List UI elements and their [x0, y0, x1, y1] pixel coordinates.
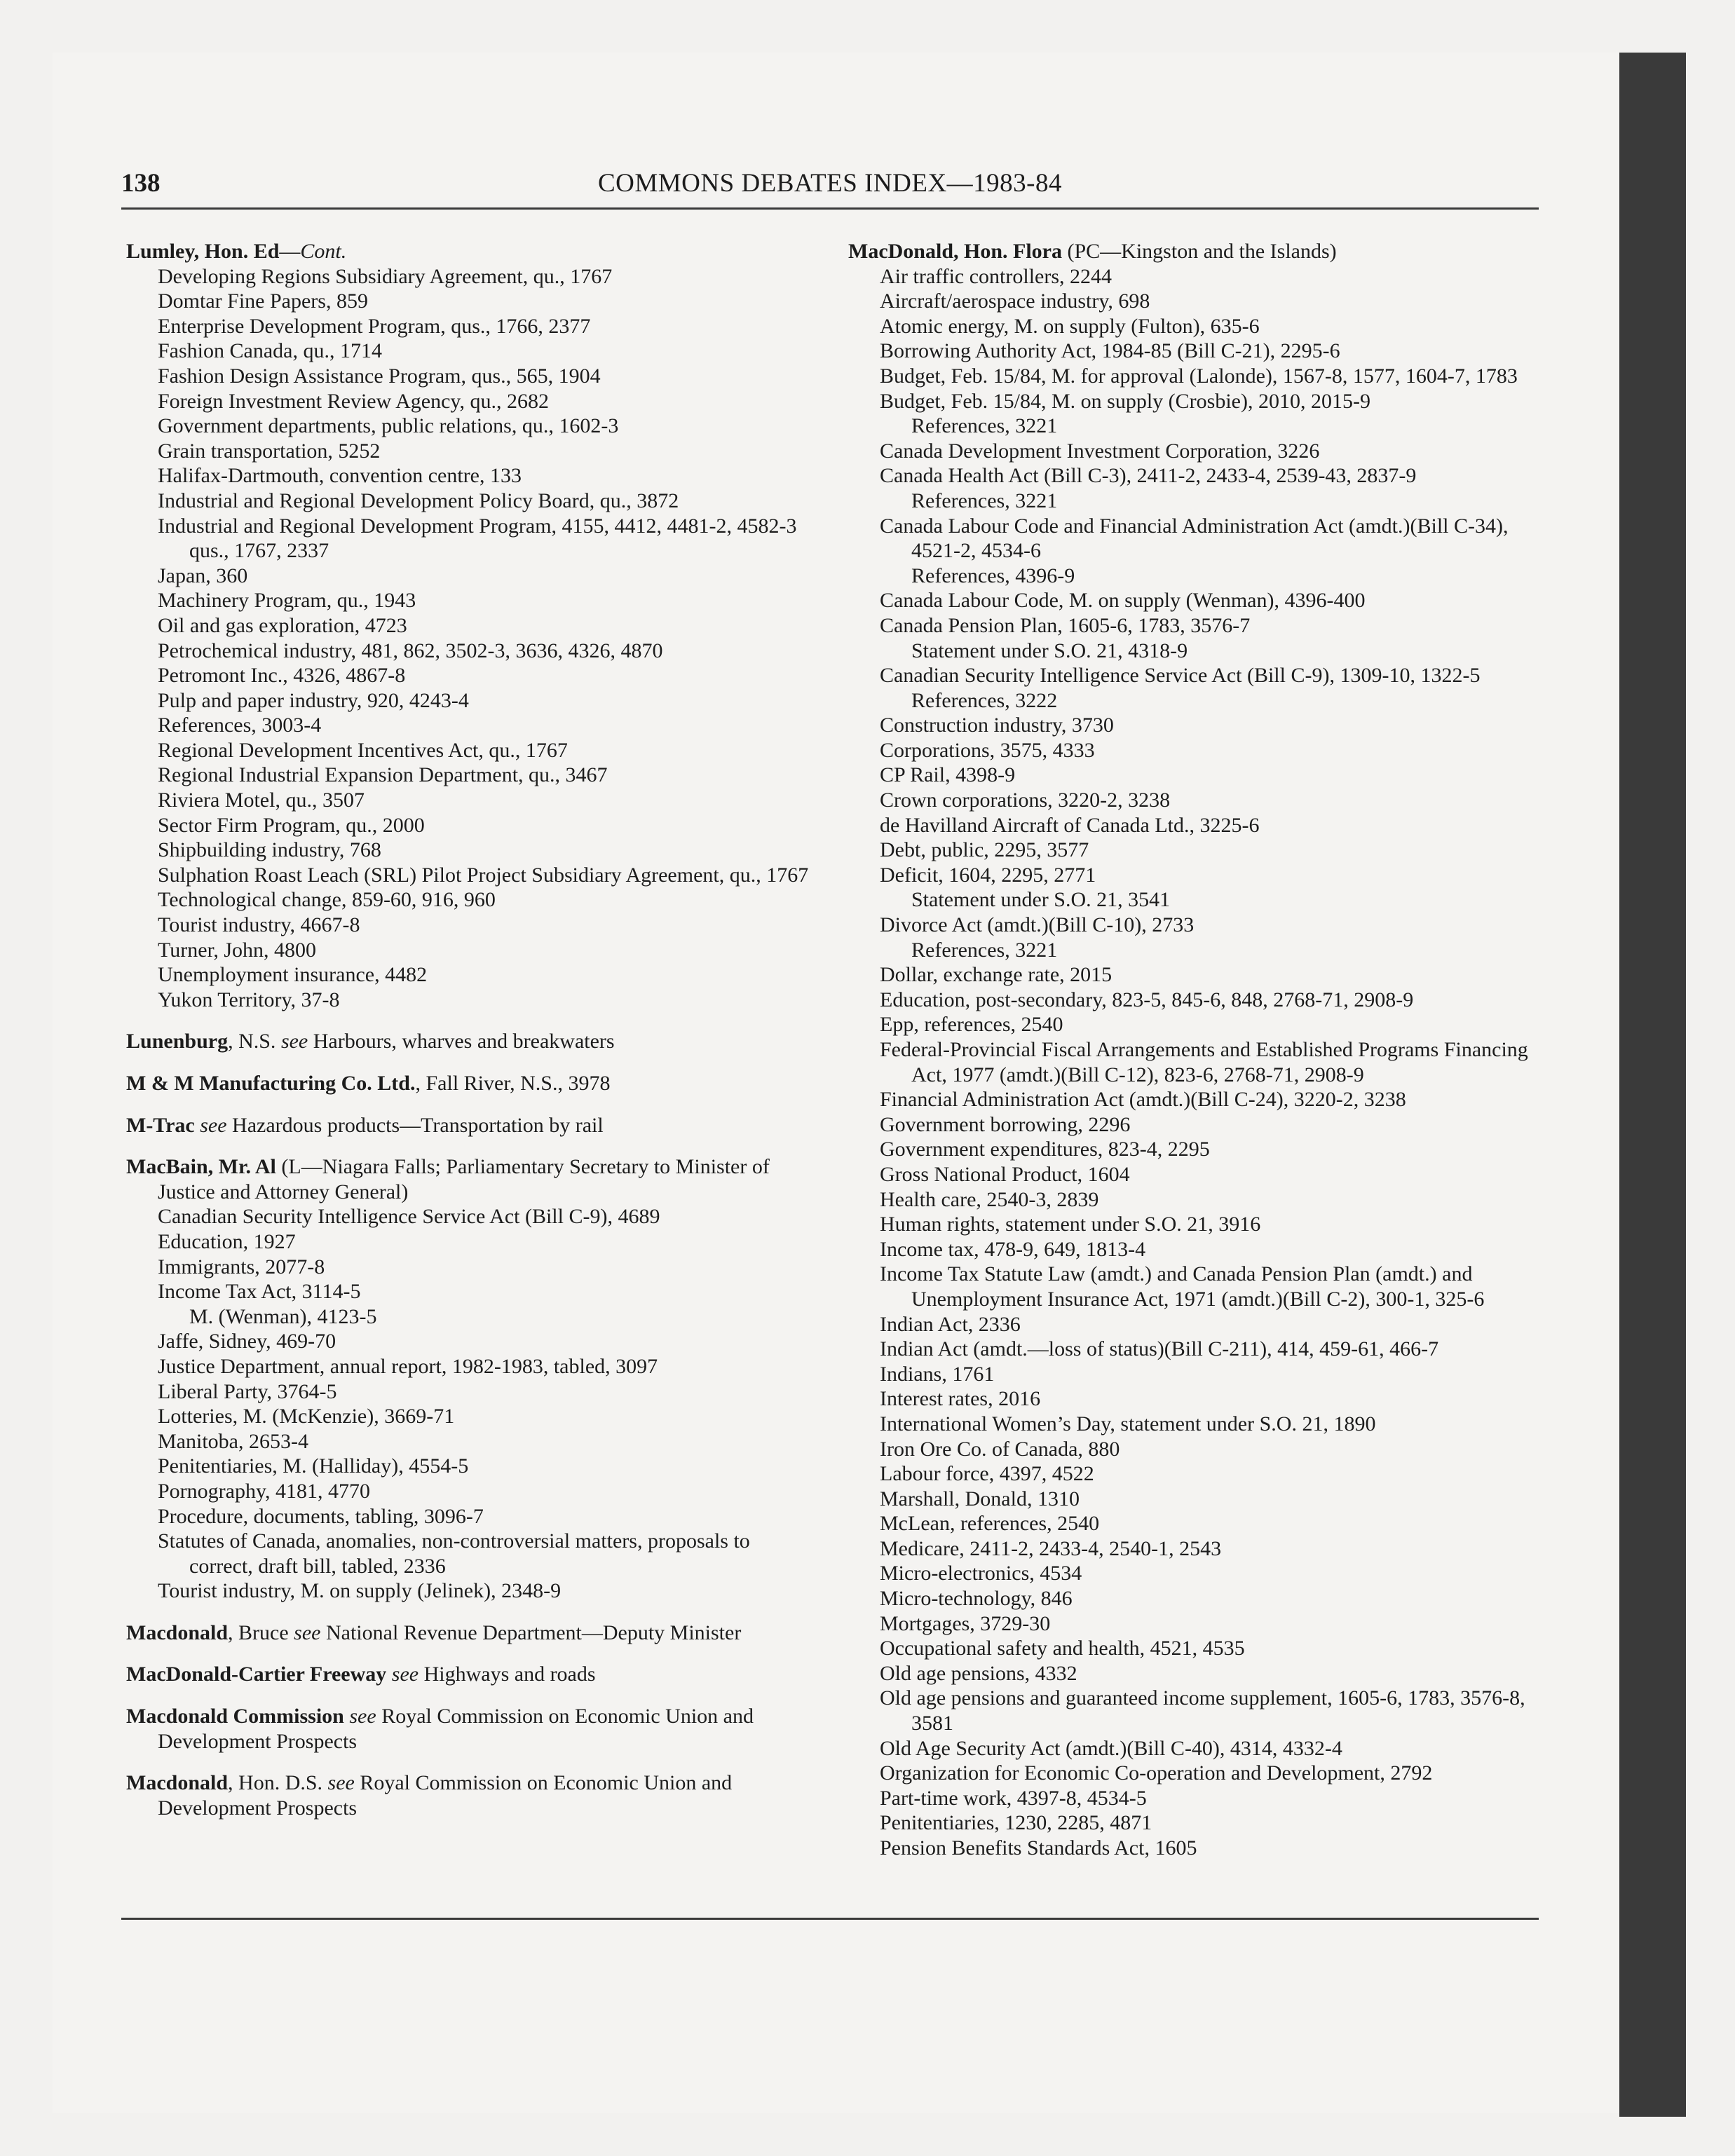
index-subentry: Organization for Economic Co-operation and Development, 2792	[880, 1761, 1433, 1785]
index-subentry: Interest rates, 2016	[880, 1387, 1041, 1411]
index-subentry: Yukon Territory, 37-8	[158, 988, 340, 1011]
index-subentry: Federal-Provincial Fiscal Arrangements and Established Programs Financing Act, 1977 (amdt.)(Bill C-12), 823-6, 2768-71, 2908-9	[880, 1038, 1528, 1086]
index-subentry: Shipbuilding industry, 768	[158, 838, 381, 862]
index-subentry: Canada Pension Plan, 1605-6, 1783, 3576-7	[880, 613, 1251, 637]
index-entry	[126, 1704, 817, 1754]
index-subentry: Halifax-Dartmouth, convention centre, 133	[158, 464, 522, 488]
index-subentry: Part-time work, 4397-8, 4534-5	[880, 1786, 1147, 1810]
index-subentry: Machinery Program, qu., 1943	[158, 589, 416, 613]
index-entry	[126, 1071, 817, 1096]
index-subentry: Lotteries, M. (McKenzie), 3669-71	[158, 1405, 455, 1428]
index-subentry: Corporations, 3575, 4333	[880, 738, 1095, 762]
index-subentry: Indians, 1761	[880, 1362, 995, 1386]
entry-name: M & M Manufacturing Co. Ltd.	[126, 1072, 416, 1095]
entry-heading	[126, 239, 817, 264]
index-subentry: Canadian Security Intelligence Service Act (Bill C-9), 1309-10, 1322-5	[880, 664, 1481, 688]
index-subentry: Dollar, exchange rate, 2015	[880, 963, 1113, 987]
index-subentry: Grain transportation, 5252	[158, 439, 381, 463]
entry-qualifier: —	[279, 240, 301, 263]
running-title: COMMONS DEBATES INDEX—1983-84	[597, 169, 1063, 198]
index-subentry: Construction industry, 3730	[880, 714, 1114, 737]
index-subentry: Enterprise Development Program, qus., 1766, 2377	[158, 314, 591, 338]
entry-qualifier: , Fall River, N.S., 3978	[415, 1072, 611, 1095]
index-subentry: Human rights, statement under S.O. 21, 3916	[880, 1213, 1261, 1236]
index-subentry: Pension Benefits Standards Act, 1605	[880, 1836, 1197, 1860]
index-subentry: CP Rail, 4398-9	[880, 763, 1016, 787]
index-subentry: Domtar Fine Papers, 859	[158, 289, 368, 313]
entry-heading	[126, 1113, 817, 1138]
index-subentry: Income tax, 478-9, 649, 1813-4	[880, 1237, 1146, 1261]
index-subentry: Government borrowing, 2296	[880, 1112, 1131, 1136]
entry-qualifier: (PC—Kingston and the Islands)	[1062, 240, 1337, 263]
index-subsubentry: References, 4396-9	[911, 564, 1075, 587]
index-subentry: Micro-technology, 846	[880, 1587, 1073, 1611]
index-subentry: Technological change, 859-60, 916, 960	[158, 888, 496, 912]
entry-heading	[126, 1154, 817, 1204]
index-subentry: de Havilland Aircraft of Canada Ltd., 3225-6	[880, 813, 1260, 837]
entry-name: MacDonald, Hon. Flora	[848, 240, 1062, 263]
index-subentry: Unemployment insurance, 4482	[158, 963, 428, 987]
footer-rule	[121, 1918, 1539, 1920]
index-subentry: Education, 1927	[158, 1229, 296, 1253]
page-number: 138	[121, 169, 161, 198]
index-subentry: Petrochemical industry, 481, 862, 3502-3, 3636, 4326, 4870	[158, 639, 663, 662]
index-subentry: Divorce Act (amdt.)(Bill C-10), 2733	[880, 913, 1195, 937]
entry-qualifier: , Hon. D.S.	[228, 1771, 323, 1795]
index-subsubentry: References, 3222	[911, 688, 1058, 712]
index-subentry: Canada Health Act (Bill C-3), 2411-2, 2433-4, 2539-43, 2837-9	[880, 464, 1417, 488]
entry-heading	[126, 1071, 817, 1096]
index-subentry: Labour force, 4397, 4522	[880, 1462, 1094, 1486]
index-subentry: Aircraft/aerospace industry, 698	[880, 289, 1150, 313]
index-subentry: Epp, references, 2540	[880, 1013, 1063, 1037]
index-subsubentry: qus., 1767, 2337	[189, 539, 329, 563]
index-subentry: Fashion Canada, qu., 1714	[158, 339, 382, 363]
index-subentry: Jaffe, Sidney, 469-70	[158, 1330, 336, 1353]
index-subentry: Oil and gas exploration, 4723	[158, 613, 407, 637]
index-subentry: Income Tax Statute Law (amdt.) and Canada Pension Plan (amdt.) and Unemployment Insurance Act, 1971 (amdt.)(Bill C-2), 300-1, 325-6	[880, 1262, 1485, 1311]
index-subentry: Regional Development Incentives Act, qu., 1767	[158, 738, 568, 762]
entry-name: Macdonald Commission	[126, 1705, 344, 1728]
index-subsubentry: Statement under S.O. 21, 3541	[911, 888, 1171, 912]
see-reference: Cont.	[300, 240, 347, 263]
index-subentry: Old age pensions, 4332	[880, 1661, 1077, 1685]
index-subentry: Industrial and Regional Development Program, 4155, 4412, 4481-2, 4582-3	[158, 514, 797, 538]
index-entry	[126, 1029, 817, 1054]
entry-name: Lunenburg	[126, 1030, 229, 1053]
index-subentry: Penitentiaries, 1230, 2285, 4871	[880, 1811, 1152, 1835]
index-subentry: McLean, references, 2540	[880, 1512, 1100, 1536]
see-reference: see	[391, 1663, 419, 1686]
index-subentry: Liberal Party, 3764-5	[158, 1379, 337, 1403]
see-target: Hazardous products—Transportation by rail	[232, 1113, 604, 1137]
index-subentry: Justice Department, annual report, 1982-1983, tabled, 3097	[158, 1354, 658, 1378]
index-subentry: Budget, Feb. 15/84, M. on supply (Crosbie), 2010, 2015-9	[880, 389, 1370, 413]
index-subentry: Sulphation Roast Leach (SRL) Pilot Project Subsidiary Agreement, qu., 1767	[158, 863, 809, 887]
index-column-right	[848, 239, 1549, 1861]
index-subentry: Industrial and Regional Development Policy Board, qu., 3872	[158, 489, 679, 512]
index-entry	[126, 1113, 817, 1138]
index-subentry: Canada Labour Code, M. on supply (Wenman), 4396-400	[880, 589, 1366, 613]
index-subentry: Regional Industrial Expansion Department, qu., 3467	[158, 763, 608, 787]
index-subentry: Medicare, 2411-2, 2433-4, 2540-1, 2543	[880, 1536, 1222, 1560]
index-subentry: Riviera Motel, qu., 3507	[158, 789, 365, 812]
entry-heading	[126, 1770, 817, 1820]
see-reference: see	[200, 1113, 227, 1137]
index-subentry: Old age pensions and guaranteed income supplement, 1605-6, 1783, 3576-8, 3581	[880, 1686, 1525, 1735]
entry-qualifier: , N.S.	[228, 1030, 276, 1053]
index-subentry: Budget, Feb. 15/84, M. for approval (Lalonde), 1567-8, 1577, 1604-7, 1783	[880, 364, 1518, 388]
index-subentry: Crown corporations, 3220-2, 3238	[880, 789, 1171, 812]
entry-name: Lumley, Hon. Ed	[126, 240, 280, 263]
entry-heading	[126, 1704, 817, 1754]
index-subentry: Canada Development Investment Corporation, 3226	[880, 439, 1320, 463]
index-subentry: Government departments, public relations, qu., 1602-3	[158, 414, 619, 438]
index-subentry: Atomic energy, M. on supply (Fulton), 635-6	[880, 314, 1260, 338]
index-subentry: International Women’s Day, statement under S.O. 21, 1890	[880, 1412, 1376, 1435]
see-reference: see	[327, 1771, 355, 1795]
index-subentry: Education, post-secondary, 823-5, 845-6, 848, 2768-71, 2908-9	[880, 988, 1414, 1011]
index-subentry: Micro-electronics, 4534	[880, 1562, 1082, 1585]
entry-name: Macdonald	[126, 1621, 229, 1644]
index-subentry: Indian Act (amdt.—loss of status)(Bill C-211), 414, 459-61, 466-7	[880, 1337, 1439, 1361]
see-target: Harbours, wharves and breakwaters	[313, 1030, 615, 1053]
index-subentry: Japan, 360	[158, 564, 248, 587]
see-reference: see	[349, 1705, 376, 1728]
index-entry	[848, 239, 1549, 1861]
entry-heading	[126, 1662, 817, 1687]
index-subentry: Iron Ore Co. of Canada, 880	[880, 1437, 1120, 1461]
index-subentry: Foreign Investment Review Agency, qu., 2682	[158, 389, 549, 413]
index-subentry: Marshall, Donald, 1310	[880, 1487, 1080, 1510]
entry-name: Macdonald	[126, 1771, 229, 1795]
index-subentry: Financial Administration Act (amdt.)(Bill C-24), 3220-2, 3238	[880, 1088, 1406, 1112]
index-subentry: Turner, John, 4800	[158, 938, 317, 962]
index-subentry: Canadian Security Intelligence Service Act (Bill C-9), 4689	[158, 1205, 660, 1229]
index-subentry: Gross National Product, 1604	[880, 1162, 1130, 1186]
index-subentry: Borrowing Authority Act, 1984-85 (Bill C-21), 2295-6	[880, 339, 1340, 363]
index-subentry: Air traffic controllers, 2244	[880, 264, 1113, 288]
entry-heading	[848, 239, 1549, 264]
index-subsubentry: M. (Wenman), 4123-5	[189, 1304, 377, 1328]
index-subentry: Sector Firm Program, qu., 2000	[158, 813, 425, 837]
entry-heading	[126, 1621, 817, 1646]
index-subentry: Income Tax Act, 3114-5	[158, 1280, 361, 1304]
see-target: Royal Commission on Economic Union and Development Prospects	[158, 1771, 733, 1820]
see-reference: see	[294, 1621, 321, 1644]
index-subentry: Pulp and paper industry, 920, 4243-4	[158, 688, 469, 712]
index-column-left	[126, 239, 817, 1820]
index-subentry: Pornography, 4181, 4770	[158, 1479, 371, 1503]
binding-edge	[1619, 53, 1686, 2117]
index-subentry: Indian Act, 2336	[880, 1312, 1021, 1336]
index-subentry: Procedure, documents, tabling, 3096-7	[158, 1504, 484, 1528]
index-subentry: Immigrants, 2077-8	[158, 1255, 325, 1278]
index-subsubentry: References, 3221	[911, 414, 1058, 438]
index-subentry: Deficit, 1604, 2295, 2771	[880, 863, 1096, 887]
index-subentry: Penitentiaries, M. (Halliday), 4554-5	[158, 1454, 469, 1478]
index-subsubentry: References, 3221	[911, 938, 1058, 962]
see-target: National Revenue Department—Deputy Minister	[325, 1621, 742, 1644]
entry-name: MacDonald-Cartier Freeway	[126, 1663, 387, 1686]
index-entry	[126, 239, 817, 1012]
see-target: Royal Commission on Economic Union and Development Prospects	[158, 1705, 754, 1753]
index-entry	[126, 1154, 817, 1604]
entry-name: M-Trac	[126, 1113, 195, 1137]
header-rule	[121, 207, 1539, 210]
index-subentry: Debt, public, 2295, 3577	[880, 838, 1089, 862]
index-subentry: Tourist industry, 4667-8	[158, 913, 360, 937]
index-subentry: Petromont Inc., 4326, 4867-8	[158, 664, 406, 688]
index-subentry: Tourist industry, M. on supply (Jelinek), 2348-9	[158, 1579, 562, 1603]
index-entry	[126, 1770, 817, 1820]
entry-name: MacBain, Mr. Al	[126, 1155, 276, 1179]
index-subentry: Fashion Design Assistance Program, qus., 565, 1904	[158, 364, 601, 388]
entry-qualifier: (L—Niagara Falls; Parliamentary Secretary to Minister of Justice and Attorney General)	[158, 1155, 770, 1203]
index-subentry: Statutes of Canada, anomalies, non-controversial matters, proposals to correct, draft bill, tabled, 2336	[158, 1529, 750, 1578]
index-subsubentry: Statement under S.O. 21, 4318-9	[911, 639, 1188, 662]
index-subentry: Mortgages, 3729-30	[880, 1611, 1051, 1635]
index-subentry: Health care, 2540-3, 2839	[880, 1187, 1099, 1211]
index-subentry: Manitoba, 2653-4	[158, 1429, 308, 1453]
see-reference: see	[280, 1030, 308, 1053]
index-subentry: Government expenditures, 823-4, 2295	[880, 1138, 1210, 1161]
index-entry	[126, 1621, 817, 1646]
page-header	[121, 168, 1539, 210]
see-target: Highways and roads	[423, 1663, 596, 1686]
index-subentry: References, 3003-4	[158, 714, 322, 737]
index-subentry: Old Age Security Act (amdt.)(Bill C-40), 4314, 4332-4	[880, 1736, 1342, 1760]
entry-heading	[126, 1029, 817, 1054]
index-entry	[126, 1662, 817, 1687]
index-subsubentry: References, 3221	[911, 489, 1058, 512]
index-subentry: Canada Labour Code and Financial Administration Act (amdt.)(Bill C-34), 4521-2, 4534-6	[880, 514, 1509, 563]
index-subentry: Occupational safety and health, 4521, 4535	[880, 1637, 1245, 1660]
index-subentry: Developing Regions Subsidiary Agreement, qu., 1767	[158, 264, 613, 288]
entry-qualifier: , Bruce	[228, 1621, 289, 1644]
